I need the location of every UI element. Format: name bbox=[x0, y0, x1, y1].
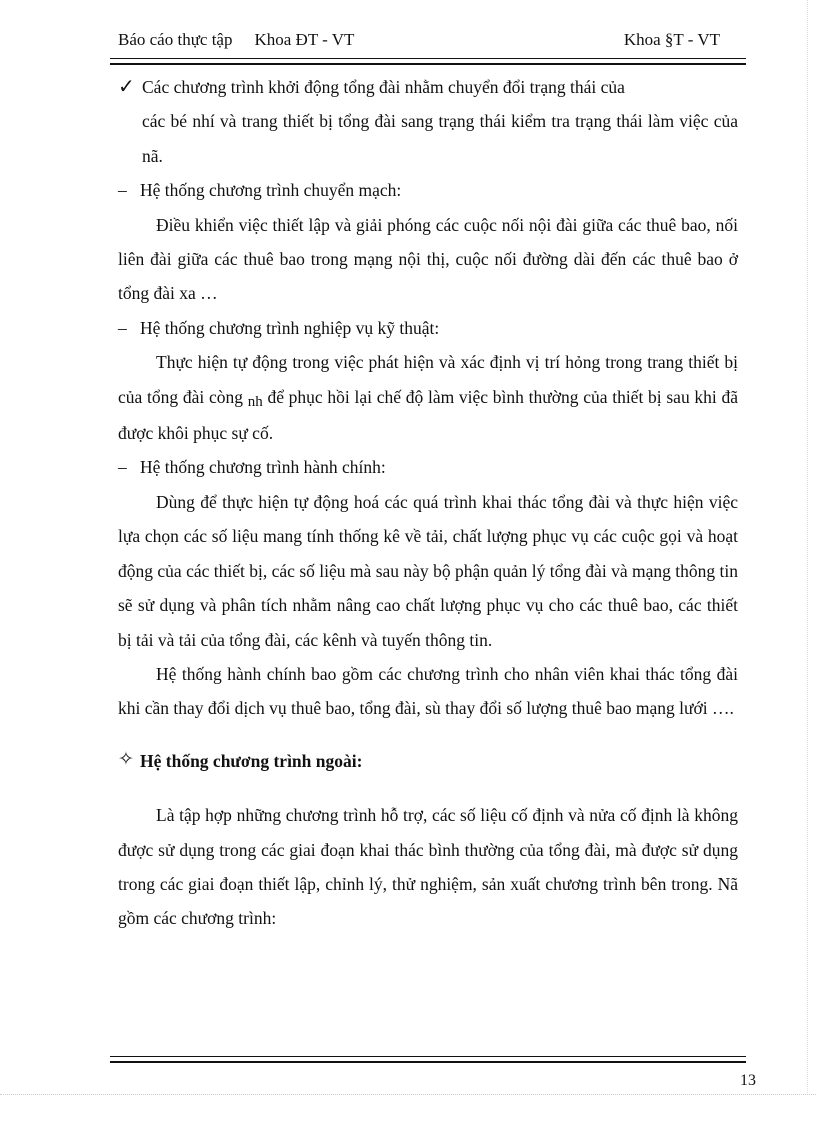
paragraph-technical-part2: để phục hồi lại chế độ làm việc bình thường của thiết bị sau khi đã được khôi phục sự cố. bbox=[118, 386, 739, 444]
check-list-item bbox=[118, 70, 738, 173]
paragraph-technical-part1: Thực hiện tự động trong việc phát hiện và xác định vị trí hỏng trong trang thiết bị của tổng đài còng bbox=[118, 352, 738, 407]
dash-item-label: Hệ thống chương trình hành chính: bbox=[140, 457, 386, 478]
paragraph-administrative-programs: Hệ thống hành chính bao gồm các chương trình cho nhân viên khai thác tổng đài khi cần thay đổi dịch vụ thuê bao, tổng đài, sù thay đổi số lượng thuê bao mạng lưới …. bbox=[118, 663, 738, 719]
paragraph-external-programs: Là tập hợp những chương trình hỗ trợ, các số liệu cố định và nửa cố định là không được sử dụng trong các giai đoạn khai thác bình thường của tổng đài, mà được sử dụng trong các giai đoạn thiết lập, chỉnh lý, thử nghiệm, sản xuất chương trình bên trong. Nã gồm các chương trình: bbox=[118, 805, 738, 929]
header-department-left: Khoa ĐT - VT bbox=[254, 30, 355, 49]
dash-item-label: Hệ thống chương trình chuyển mạch: bbox=[140, 180, 402, 201]
header-rule bbox=[110, 58, 746, 65]
header-department-right: Khoa §T - VT bbox=[623, 30, 720, 49]
dash-icon: – bbox=[118, 317, 127, 338]
document-body bbox=[118, 70, 738, 936]
section-heading-text: Hệ thống chương trình ngoài: bbox=[140, 750, 363, 771]
dash-icon: – bbox=[118, 180, 127, 201]
page-number: 13 bbox=[740, 1072, 756, 1089]
header-left bbox=[118, 30, 354, 50]
four-point-star-icon: ✧ bbox=[118, 748, 134, 770]
page-edge-divider bbox=[0, 1094, 816, 1095]
dash-item-technical bbox=[118, 311, 738, 345]
check-icon: ✓ bbox=[118, 76, 135, 98]
paragraph-administrative: Dùng để thực hiện tự động hoá các quá trình khai thác tổng đài và thực hiện việc lựa chọn các số liệu mang tính thống kê về tải, chất lượng phục vụ các cuộc gọi và hoạt động của các thiết bị, các số liệu mà sau này bộ phận quản lý tổng đài và mạng thông tin sẽ sử dụng và phân tích nhằm nâng cao chất lượng phục vụ cho các thuê bao, các thiết bị tải và tải của tổng đài, các kênh và tuyến thông tin. bbox=[118, 491, 738, 650]
footer-rule bbox=[110, 1056, 746, 1063]
page-header bbox=[118, 30, 720, 56]
page-side-divider bbox=[807, 0, 808, 1093]
paragraph-switching: Điều khiển việc thiết lập và giải phóng các cuộc nối nội đài giữa các thuê bao, nối liên đài giữa các thuê bao trong mạng nội thị, cuộc nối đường dài đến các thuê bao ở tổng đài xa … bbox=[118, 214, 738, 304]
header-report-title: Báo cáo thực tập bbox=[118, 30, 233, 49]
section-heading bbox=[118, 744, 738, 778]
paragraph-technical bbox=[118, 345, 738, 450]
dash-item-label: Hệ thống chương trình nghiệp vụ kỹ thuật: bbox=[140, 317, 440, 338]
check-item-text-rest: các bé nhí và trang thiết bị tổng đài sang trạng thái kiểm tra trạng thái làm việc của nã. bbox=[142, 111, 738, 166]
dash-icon: – bbox=[118, 457, 127, 478]
check-item-text-line1: Các chương trình khởi động tổng đài nhằm chuyển đổi trạng thái của bbox=[142, 77, 625, 97]
dash-item-administrative bbox=[118, 450, 738, 484]
paragraph-technical-inline: nh bbox=[247, 393, 263, 410]
dash-item-switching bbox=[118, 173, 738, 207]
